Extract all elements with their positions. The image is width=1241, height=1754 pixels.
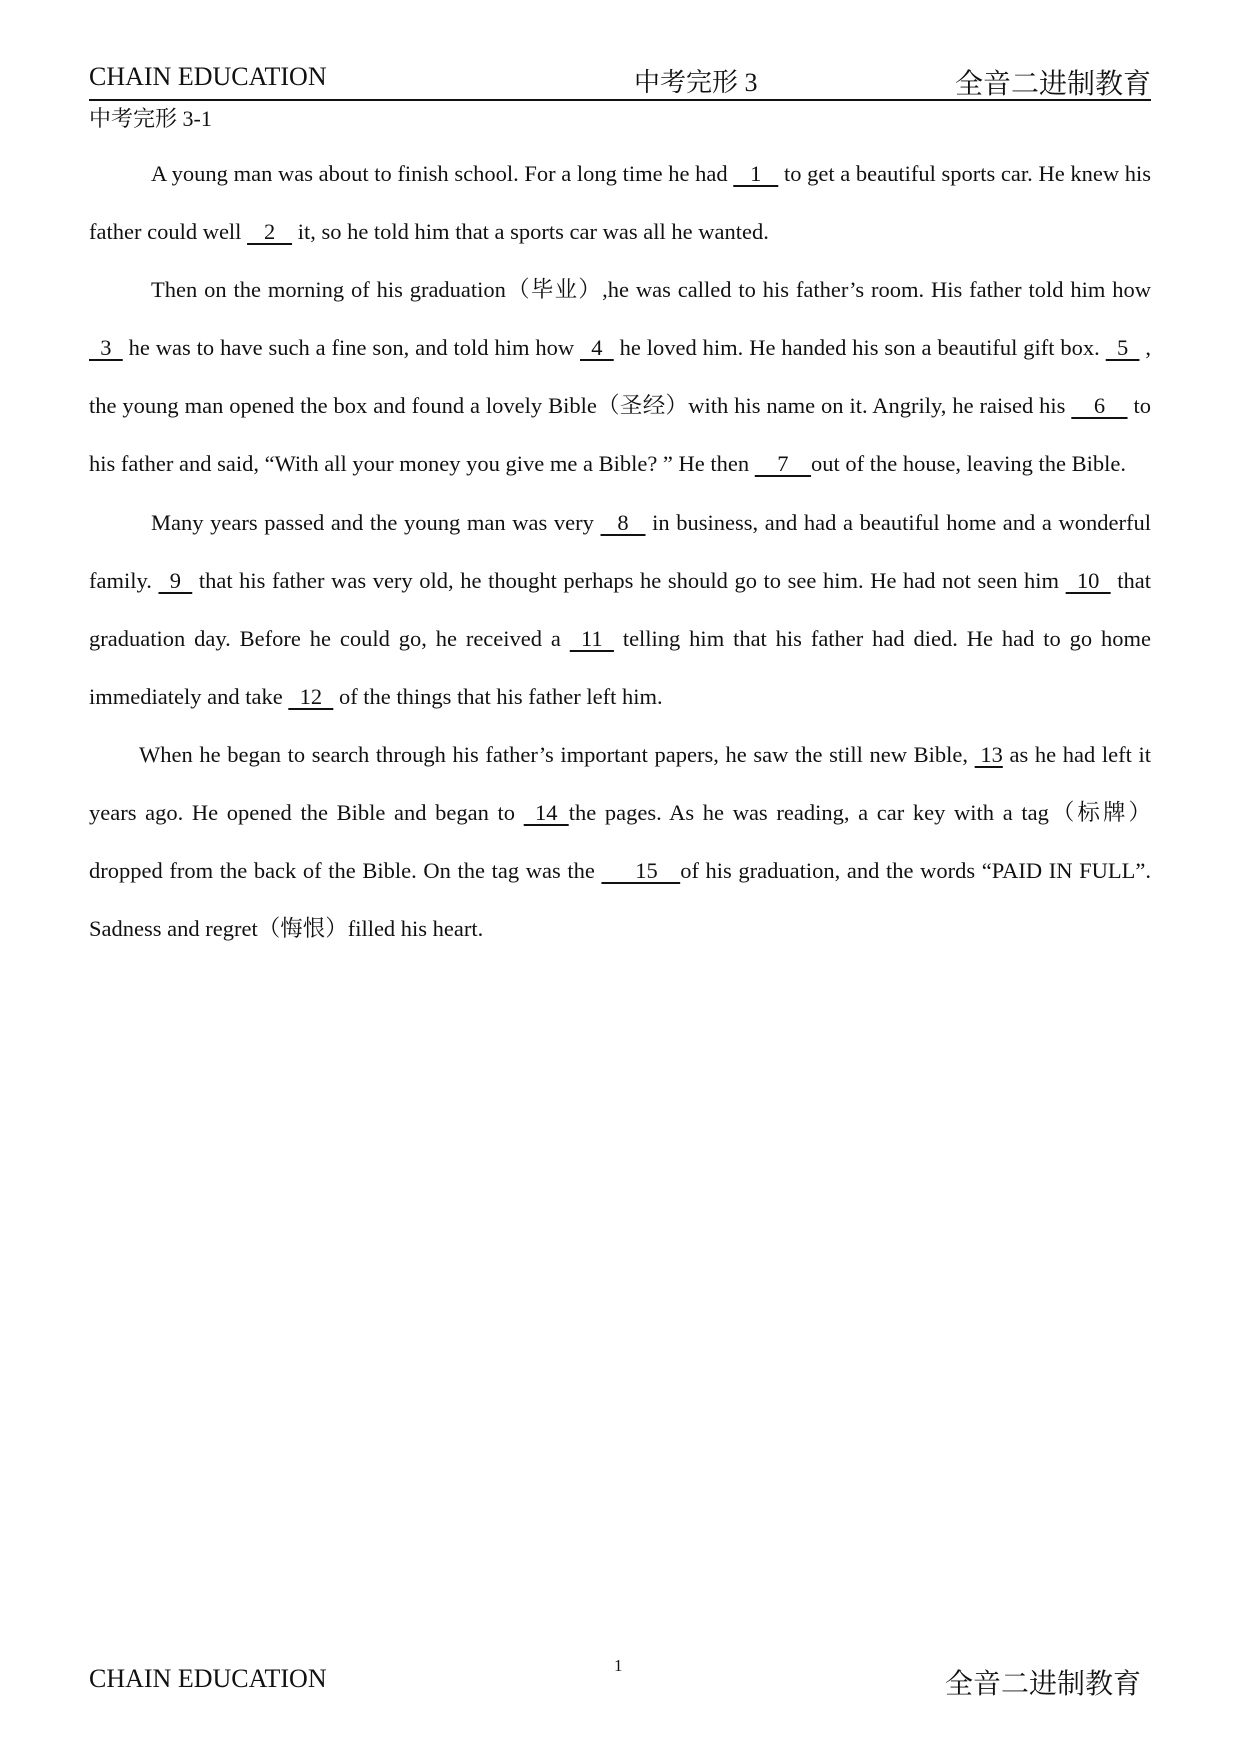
blank-5: 5 (1105, 335, 1140, 361)
page-footer (89, 1656, 1151, 1700)
footer-org: 全音二进制教育 (944, 1669, 1141, 1700)
footer-brand: CHAIN EDUCATION (89, 1664, 327, 1693)
blank-12: 12 (288, 683, 334, 709)
passage-text: it, so he told him that a sports car was all he wanted. (292, 219, 769, 245)
blank-14: 14 (523, 800, 569, 826)
passage-text: that graduation day. Before he could go, he received a (89, 567, 1151, 651)
blank-2: 2 (247, 219, 293, 245)
paragraph-4 (89, 726, 1151, 958)
blank-10: 10 (1065, 567, 1111, 593)
passage-text: , the young man opened the box and found a lovely Bible（圣经）with his name on it. Angrily, he raised his (89, 335, 1151, 419)
paragraph-1 (89, 145, 1151, 261)
blank-11: 11 (569, 625, 614, 651)
paragraph-2 (89, 261, 1151, 493)
passage-text: telling him that his father had died. He had to go home immediately and take (89, 625, 1151, 709)
blank-7: 7 (754, 451, 812, 477)
header-org: 全音二进制教育 (954, 69, 1151, 100)
cloze-passage (89, 145, 1151, 958)
header-brand: CHAIN EDUCATION (89, 62, 327, 91)
passage-text: to his father and said, “With all your money you give me a Bible? ” He then (89, 393, 1151, 477)
blank-8: 8 (600, 509, 646, 535)
passage-text: he was to have such a fine son, and told him how (122, 335, 580, 361)
passage-text: out of the house, leaving the Bible. (811, 451, 1126, 477)
passage-text: in business, and had a beautiful home and a wonderful family. (89, 509, 1152, 593)
passage-text: that his father was very old, he thought perhaps he should go to see him. He had not seen him (192, 567, 1066, 593)
passage-text: of his graduation, and the words “PAID IN FULL”. Sadness and regret（悔恨）filled his heart. (89, 858, 1151, 942)
passage-text: Then on the morning of his graduation（毕业）,he was called to his father’s room. His father told him how (151, 277, 1151, 303)
header-title: 中考完形 3 (634, 68, 758, 97)
passage-text: of the things that his father left him. (333, 683, 663, 709)
page-number: 1 (614, 1656, 623, 1675)
passage-text: A young man was about to finish school. For a long time he had (151, 161, 734, 186)
header-divider (89, 99, 1151, 101)
blank-3: 3 (89, 335, 123, 361)
passage-text: to get a beautiful sports car. He knew his father could well (89, 161, 1151, 245)
passage-text: Many years passed and the young man was very (151, 509, 601, 535)
paragraph-3 (89, 494, 1151, 726)
blank-15: 15 (601, 858, 681, 884)
page-header (89, 62, 1151, 98)
passage-text: he loved him. He handed his son a beautiful gift box. (613, 335, 1106, 361)
passage-text: the pages. As he was reading, a car key with a tag（标牌） dropped from the back of the Bible. On the tag was the (89, 800, 1151, 884)
exercise-subtitle: 中考完形 3-1 (89, 106, 212, 131)
blank-9: 9 (158, 567, 193, 593)
blank-4: 4 (580, 335, 614, 361)
blank-6: 6 (1071, 393, 1128, 419)
blank-1: 1 (733, 161, 779, 186)
blank-13: 13 (974, 741, 1003, 767)
passage-text: When he began to search through his father’s important papers, he saw the still new Bible, (139, 741, 975, 767)
passage-text: as he had left it years ago. He opened the Bible and began to (89, 741, 1151, 826)
